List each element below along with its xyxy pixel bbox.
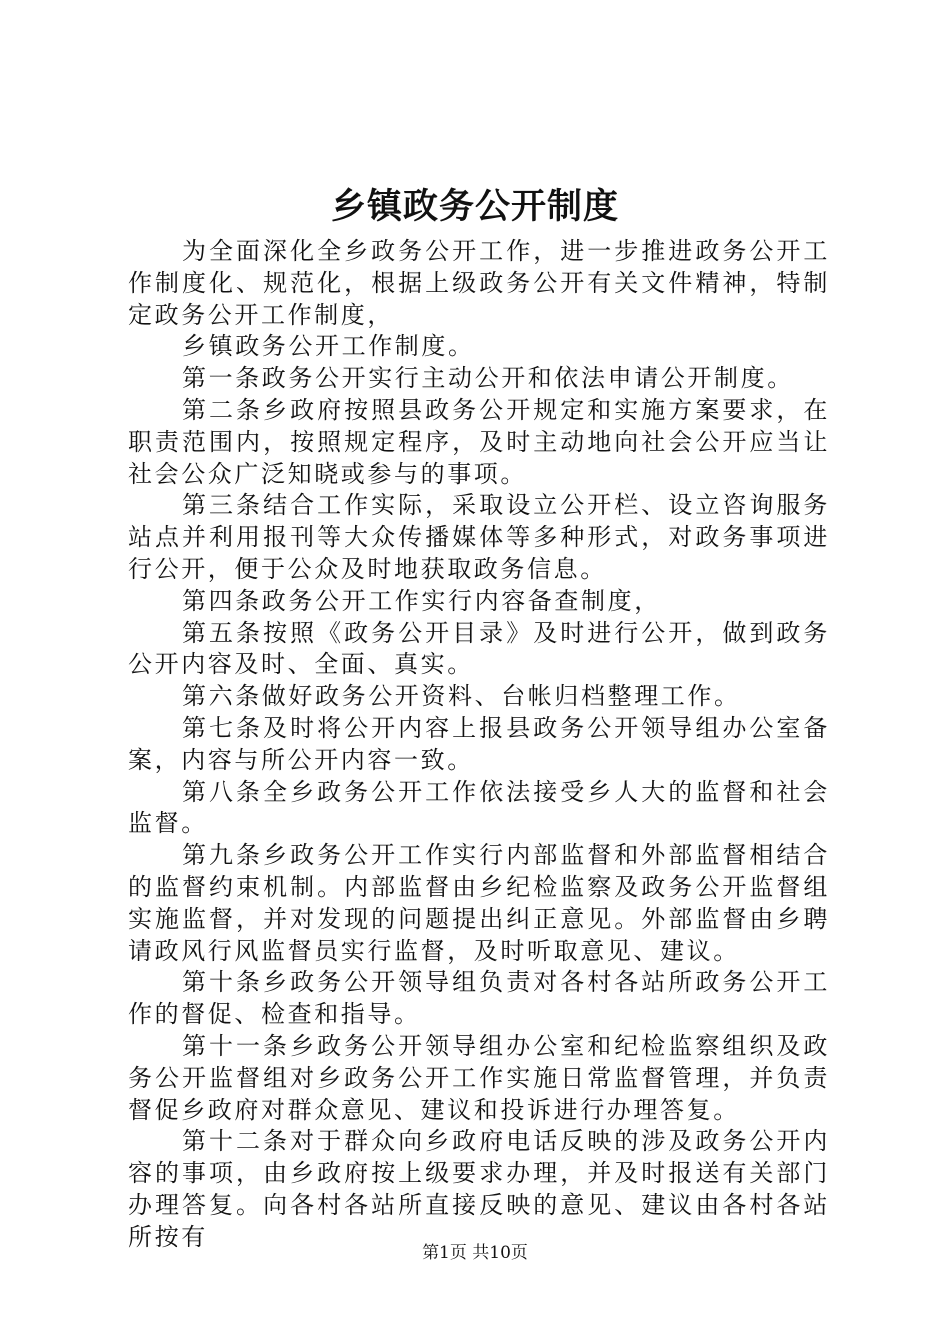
paragraph-article-10: 第十条乡政务公开领导组负责对各村各站所政务公开工作的督促、检查和指导。 (128, 968, 830, 1029)
paragraph-article-5: 第五条按照《政务公开目录》及时进行公开，做到政务公开内容及时、全面、真实。 (128, 618, 830, 679)
paragraph-article-11: 第十一条乡政务公开领导组办公室和纪检监察组织及政务公开监督组对乡政务公开工作实施日常监督管理，并负责督促乡政府对群众意见、建议和投诉进行办理答复。 (128, 1031, 830, 1124)
paragraph-article-4: 第四条政务公开工作实行内容备查制度， (182, 586, 661, 615)
paragraph-intro: 为全面深化全乡政务公开工作，进一步推进政务公开工作制度化、规范化，根据上级政务公开有关文件精神，特制定政务公开工作制度， (128, 237, 830, 329)
paragraph-article-7: 第七条及时将公开内容上报县政务公开领导组办公室备案，内容与所公开内容一致。 (128, 713, 830, 774)
page-number-footer: 第1页 共10页 (422, 1243, 528, 1263)
paragraph-article-9: 第九条乡政务公开工作实行内部监督和外部监督相结合的监督约束机制。内部监督由乡纪检监察及政务公开监督组实施监督，并对发现的问题提出纠正意见。外部监督由乡聘请政风行风监督员实行监督，及时听取意见、建议。 (128, 841, 830, 965)
paragraph-article-1: 第一条政务公开实行主动公开和依法申请公开制度。 (182, 364, 794, 393)
paragraph-article-3: 第三条结合工作实际，采取设立公开栏、设立咨询服务站点并利用报刊等大众传播媒体等多种形式，对政务事项进行公开，便于公众及时地获取政务信息。 (128, 491, 830, 583)
paragraph-article-8: 第八条全乡政务公开工作依法接受乡人大的监督和社会监督。 (128, 777, 830, 838)
paragraph-article-12: 第十二条对于群众向乡政府电话反映的涉及政务公开内容的事项，由乡政府按上级要求办理，并及时报送有关部门办理答复。向各村各站所直接反映的意见、建议由各村各站所按有 (128, 1127, 830, 1251)
paragraph-article-6: 第六条做好政务公开资料、台帐归档整理工作。 (182, 682, 741, 711)
paragraph-article-2: 第二条乡政府按照县政务公开规定和实施方案要求，在职责范围内，按照规定程序，及时主动地向社会公开应当让社会公众广泛知晓或参与的事项。 (128, 395, 830, 488)
document-title: 乡镇政务公开制度 (330, 187, 619, 227)
document-body (128, 236, 830, 1254)
paragraph-heading: 乡镇政务公开工作制度。 (182, 332, 475, 361)
